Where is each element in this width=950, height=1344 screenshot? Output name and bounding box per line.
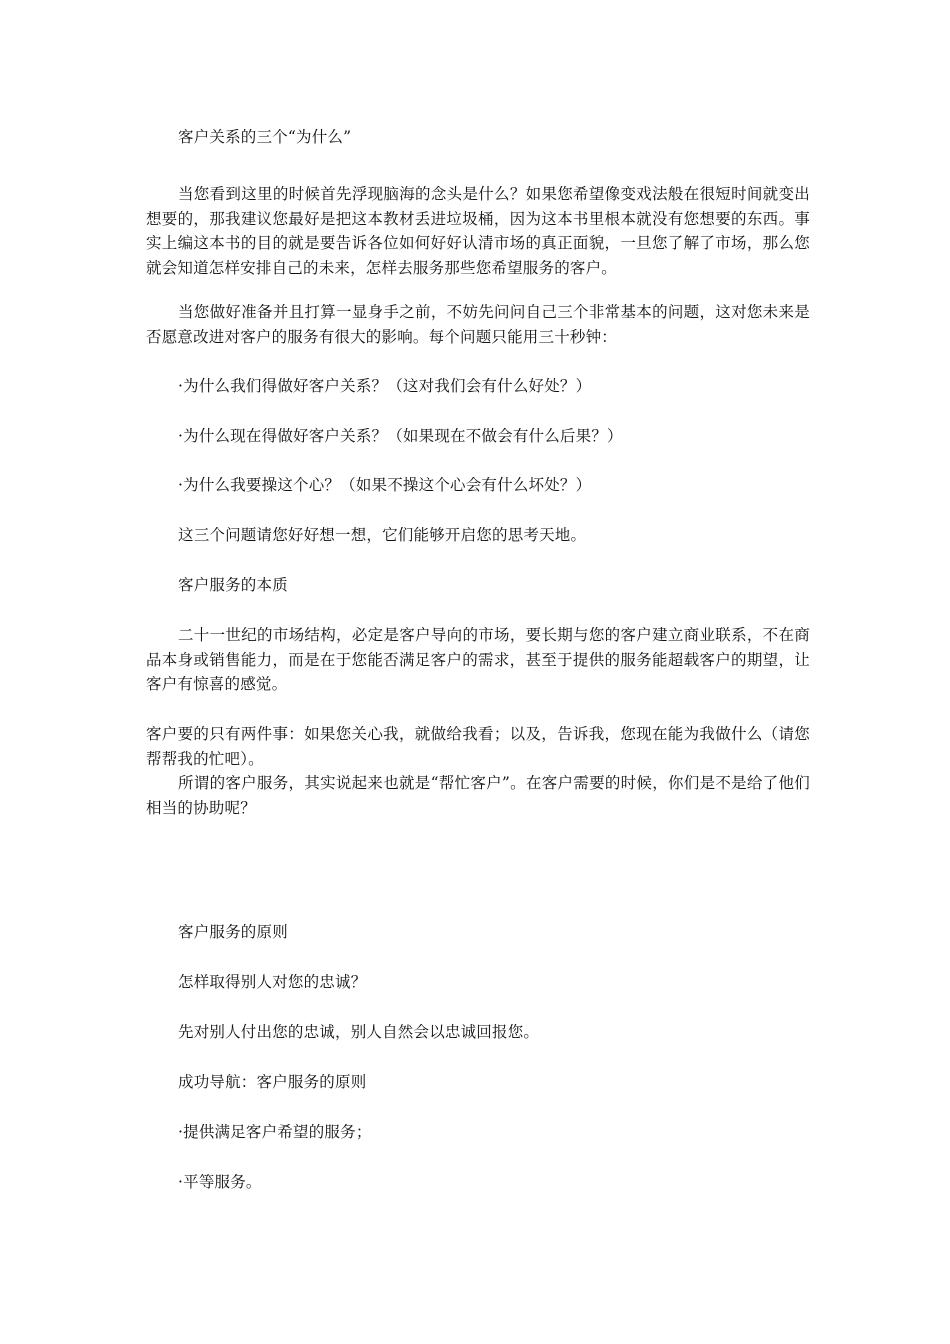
paragraph: 当您看到这里的时候首先浮现脑海的念头是什么？如果您希望像变戏法般在很短时间就变出想要的，那我建议您最好是把这本教材丢进垃圾桶，因为这本书里根本就没有您想要的东西。事实上编这本书的目的就是要告诉各位如何好好认清市场的真正面貌，一旦您了解了市场，那么您就会知道怎样安排自己的未来，怎样去服务那些您希望服务的客户。 [146, 185, 810, 277]
paragraph: 怎样取得别人对您的忠诚？ [178, 973, 367, 991]
paragraph: 先对别人付出您的忠诚，别人自然会以忠诚回报您。 [178, 1023, 540, 1041]
paragraph: 二十一世纪的市场结构，必定是客户导向的市场，要长期与您的客户建立商业联系，不在商品本身或销售能力，而是在于您能否满足客户的需求，甚至于提供的服务能超载客户的期望，让客户有惊喜的感觉。 [146, 626, 810, 693]
paragraph: 这三个问题请您好好想一想，它们能够开启您的思考天地。 [178, 526, 587, 544]
bullet-question: ·为什么现在得做好客户关系？（如果现在不做会有什么后果？） [178, 427, 623, 445]
paragraph: 成功导航：客户服务的原则 [178, 1073, 367, 1091]
section-heading: 客户关系的三个“为什么” [178, 128, 352, 146]
section-heading: 客户服务的本质 [178, 576, 288, 594]
bullet-question: ·为什么我要操这个心？（如果不操这个心会有什么坏处？） [178, 476, 592, 494]
document-page [146, 0, 810, 1344]
paragraph: 客户要的只有两件事：如果您关心我，就做给我看；以及，告诉我，您现在能为我做什么（请您帮帮我的忙吧）。 [146, 725, 810, 768]
section-heading: 客户服务的原则 [178, 923, 288, 941]
bullet-item: ·提供满足客户希望的服务； [178, 1123, 372, 1141]
paragraph: 当您做好准备并且打算一显身手之前，不妨先问问自己三个非常基本的问题，这对您未来是否愿意改进对客户的服务有很大的影响。每个问题只能用三十秒钟： [146, 303, 810, 346]
paragraph: 所谓的客户服务，其实说起来也就是“帮忙客户”。在客户需要的时候，你们是不是给了他们相当的协助呢？ [146, 774, 810, 817]
bullet-item: ·平等服务。 [178, 1173, 262, 1191]
bullet-question: ·为什么我们得做好客户关系？（这对我们会有什么好处？） [178, 377, 592, 395]
